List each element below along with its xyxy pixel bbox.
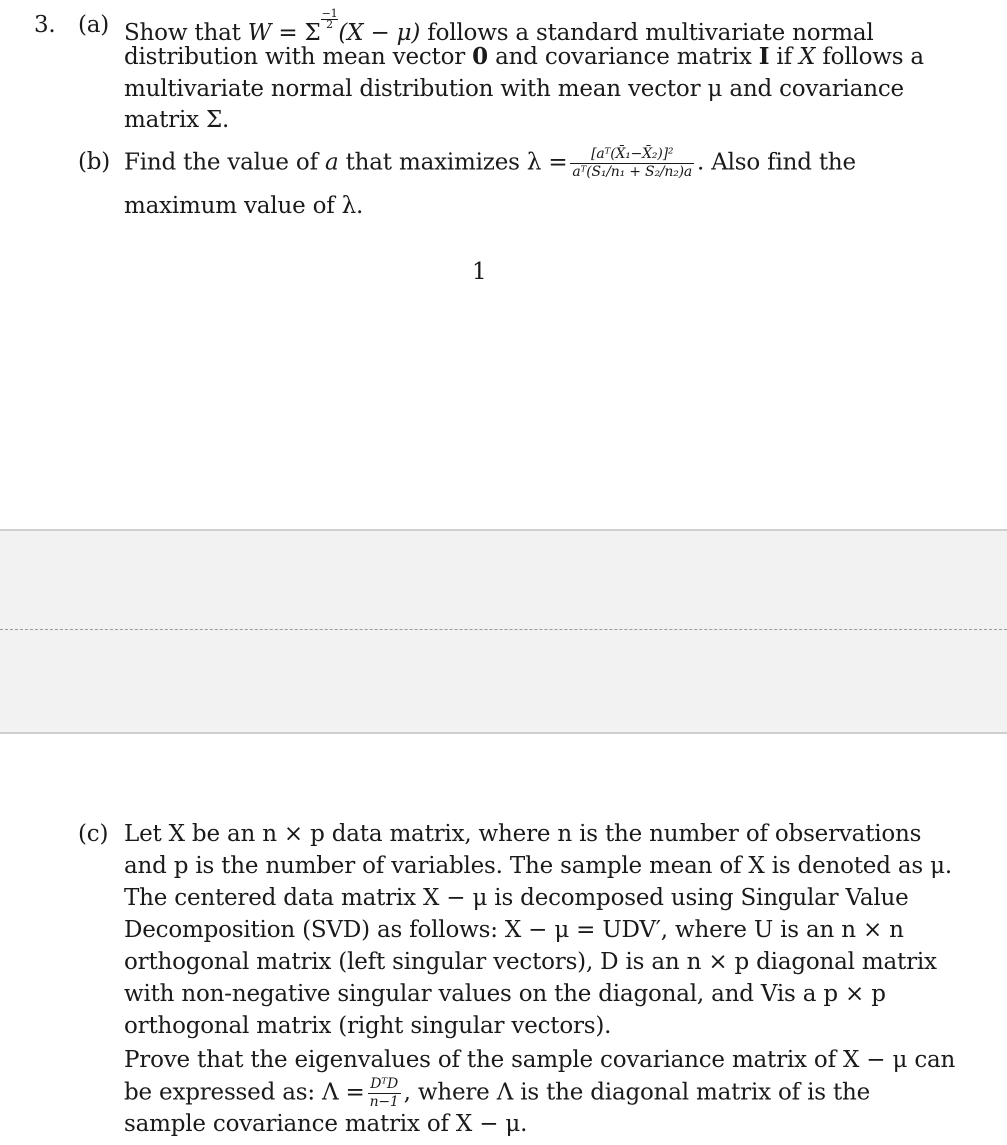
part-c-line-7: orthogonal matrix (right singular vectors). <box>124 1013 612 1039</box>
part-c-line-6: with non-negative singular values on the diagonal, and Vis a p × p <box>124 981 886 1007</box>
part-a-line-2: distribution with mean vector 0 and covariance matrix I if X follows a <box>124 43 924 70</box>
part-c-label: (c) <box>78 821 109 847</box>
prove-line-2: be expressed as: Λ = $\frac{\text{DᵀD}}{n-1}$ , where Λ is the diagonal matrix of is the <box>124 1076 871 1110</box>
part-a-line-4: matrix Σ. <box>124 107 230 133</box>
part-a-label: (a) <box>78 12 110 38</box>
part-b-line-1: Find the value of a that maximizes λ = $\frac{\text{[aᵀ(X̄₁−X̄₂)]²}}{\text{aᵀ(S₁/n₁ + S₂/n₂)a}}$ . Also find the <box>124 146 856 180</box>
lambda-svd-fraction: $\frac{\text{DᵀD}}{n-1}$ <box>369 1076 399 1110</box>
part-b-line-2: maximum value of λ. <box>124 193 364 219</box>
page-number: 1 <box>472 259 487 285</box>
part-c-line-4: Decomposition (SVD) as follows: X − μ = UDV′, where U is an n × n <box>124 917 904 943</box>
part-b-label: (b) <box>78 149 111 175</box>
part-c-line-5: orthogonal matrix (left singular vectors), D is an n × p diagonal matrix <box>124 949 937 975</box>
prove-line-3: sample covariance matrix of X − μ. <box>124 1111 528 1137</box>
question-number: 3. <box>34 12 56 38</box>
exponent-fraction: $\frac{-1}{2}$ <box>321 7 338 31</box>
part-c-line-2: and p is the number of variables. The sample mean of X is denoted as μ. <box>124 853 952 879</box>
page-break-band <box>0 529 1007 734</box>
page-break-dashed-line <box>0 629 1007 630</box>
lambda-fraction: $\frac{\text{[aᵀ(X̄₁−X̄₂)]²}}{\text{aᵀ(S₁/n₁ + S₂/n₂)a}}$ <box>572 146 693 180</box>
part-c-line-1: Let X be an n × p data matrix, where n is the number of observations <box>124 821 922 847</box>
part-a-line-3: multivariate normal distribution with mean vector μ and covariance <box>124 76 904 102</box>
part-c-line-3: The centered data matrix X − μ is decomposed using Singular Value <box>124 885 909 911</box>
part-a-line-1: Show that W = Σ $\frac{-1}{2}$ (X − μ) follows a standard multivariate normal <box>124 7 874 46</box>
prove-line-1: Prove that the eigenvalues of the sample covariance matrix of X − μ can <box>124 1047 956 1073</box>
